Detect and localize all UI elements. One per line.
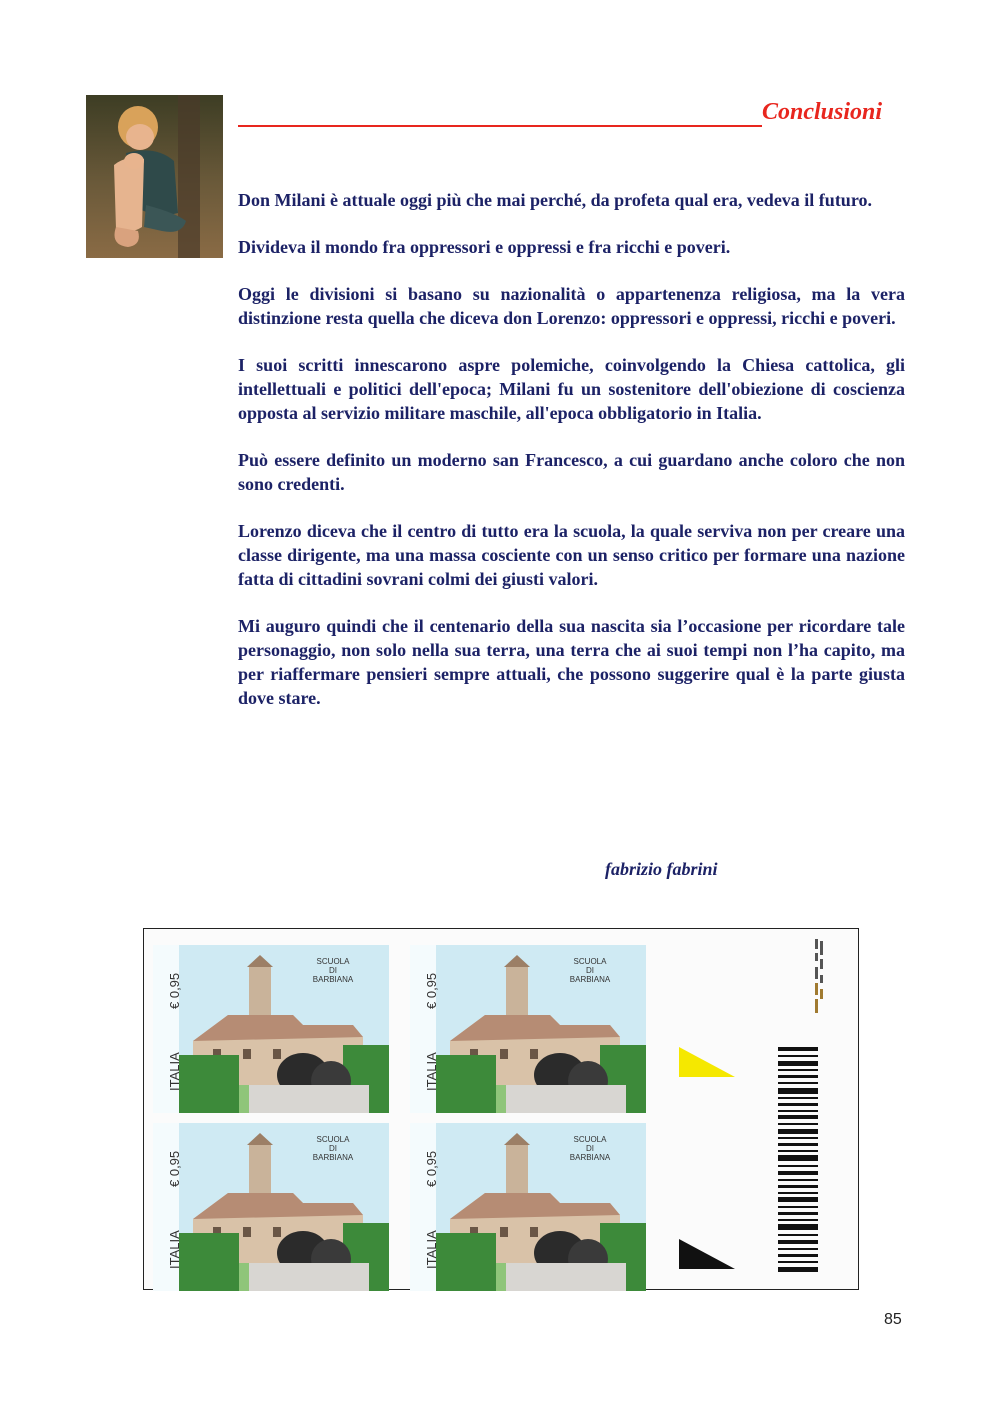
paragraph: Don Milani è attuale oggi più che mai perché, da profeta qual era, vedeva il futuro.	[238, 190, 872, 210]
stamp-caption-line: SCUOLA	[316, 957, 350, 966]
section-title: Conclusioni	[762, 99, 883, 125]
stamp-caption-line: BARBIANA	[569, 975, 611, 984]
painting-image	[86, 95, 223, 258]
stamp-value: € 0,95	[167, 1150, 182, 1187]
stamp-caption-line: DI	[329, 966, 337, 975]
paragraph: Divideva il mondo fra oppressori e oppressi e fra ricchi e poveri.	[238, 237, 731, 257]
stamp-caption	[293, 957, 373, 984]
stamp-value: € 0,95	[424, 972, 439, 1009]
stamp-caption-line: SCUOLA	[573, 957, 607, 966]
stamp-caption-line: DI	[329, 1144, 337, 1153]
stamp-caption-line: SCUOLA	[316, 1135, 350, 1144]
stamp-country: ITALIA	[424, 1052, 439, 1091]
stamp	[410, 1123, 646, 1291]
stamp-caption-line: BARBIANA	[312, 975, 354, 984]
paragraph: I suoi scritti innescarono aspre polemiche, coinvolgendo la Chiesa cattolica, gli intellettuali e politici dell'epoca; Milani fu un sostenitore dell'obiezione di coscienza opposta al servizio militare maschile, all'epoca obbligatorio in Italia.	[238, 355, 905, 423]
stamp-caption-line: BARBIANA	[569, 1153, 611, 1162]
stamp-country: ITALIA	[167, 1052, 182, 1091]
header-rule	[238, 125, 762, 127]
stamp	[153, 945, 389, 1113]
stamp-value: € 0,95	[167, 972, 182, 1009]
stamp-caption	[550, 957, 630, 984]
page-number: 85	[884, 1311, 902, 1328]
stamp-country: ITALIA	[167, 1230, 182, 1269]
stamp-value: € 0,95	[424, 1150, 439, 1187]
signature: fabrizio fabrini	[605, 859, 718, 879]
stamp	[410, 945, 646, 1113]
stamp-caption-line: BARBIANA	[312, 1153, 354, 1162]
paragraph: Può essere definito un moderno san Francesco, a cui guardano anche coloro che non sono credenti.	[238, 450, 905, 494]
stamp	[153, 1123, 389, 1291]
black-triangle-mark	[679, 1239, 735, 1269]
stamp-caption-line: DI	[586, 1144, 594, 1153]
stamp-caption	[293, 1135, 373, 1162]
body-text	[238, 188, 905, 733]
paragraph: Lorenzo diceva che il centro di tutto era la scuola, la quale serviva non per creare una classe dirigente, ma una massa cosciente con un senso critico per formare una nazione fatta di cittadini sovrani colmi dei giusti valori.	[238, 521, 905, 589]
stamp-country: ITALIA	[424, 1230, 439, 1269]
stamp-caption-line: DI	[586, 966, 594, 975]
yellow-triangle-mark	[679, 1047, 735, 1077]
stamp-sheet-image	[143, 928, 859, 1290]
stamp-caption	[550, 1135, 630, 1162]
sheet-code-mark	[810, 937, 828, 1017]
paragraph: Mi auguro quindi che il centenario della sua nascita sia l’occasione per ricordare tale personaggio, non solo nella sua terra, una terra che ai suoi tempi non l’ha capito, ma per riaffermare pensieri sempre attuali, che possono suggerire qual è la parte giusta dove stare.	[238, 616, 905, 708]
barcode	[778, 1047, 818, 1273]
paragraph: Oggi le divisioni si basano su nazionalità o appartenenza religiosa, ma la vera distinzione resta quella che diceva don Lorenzo: oppressori e oppressi, ricchi e poveri.	[238, 284, 905, 328]
stamp-caption-line: SCUOLA	[573, 1135, 607, 1144]
